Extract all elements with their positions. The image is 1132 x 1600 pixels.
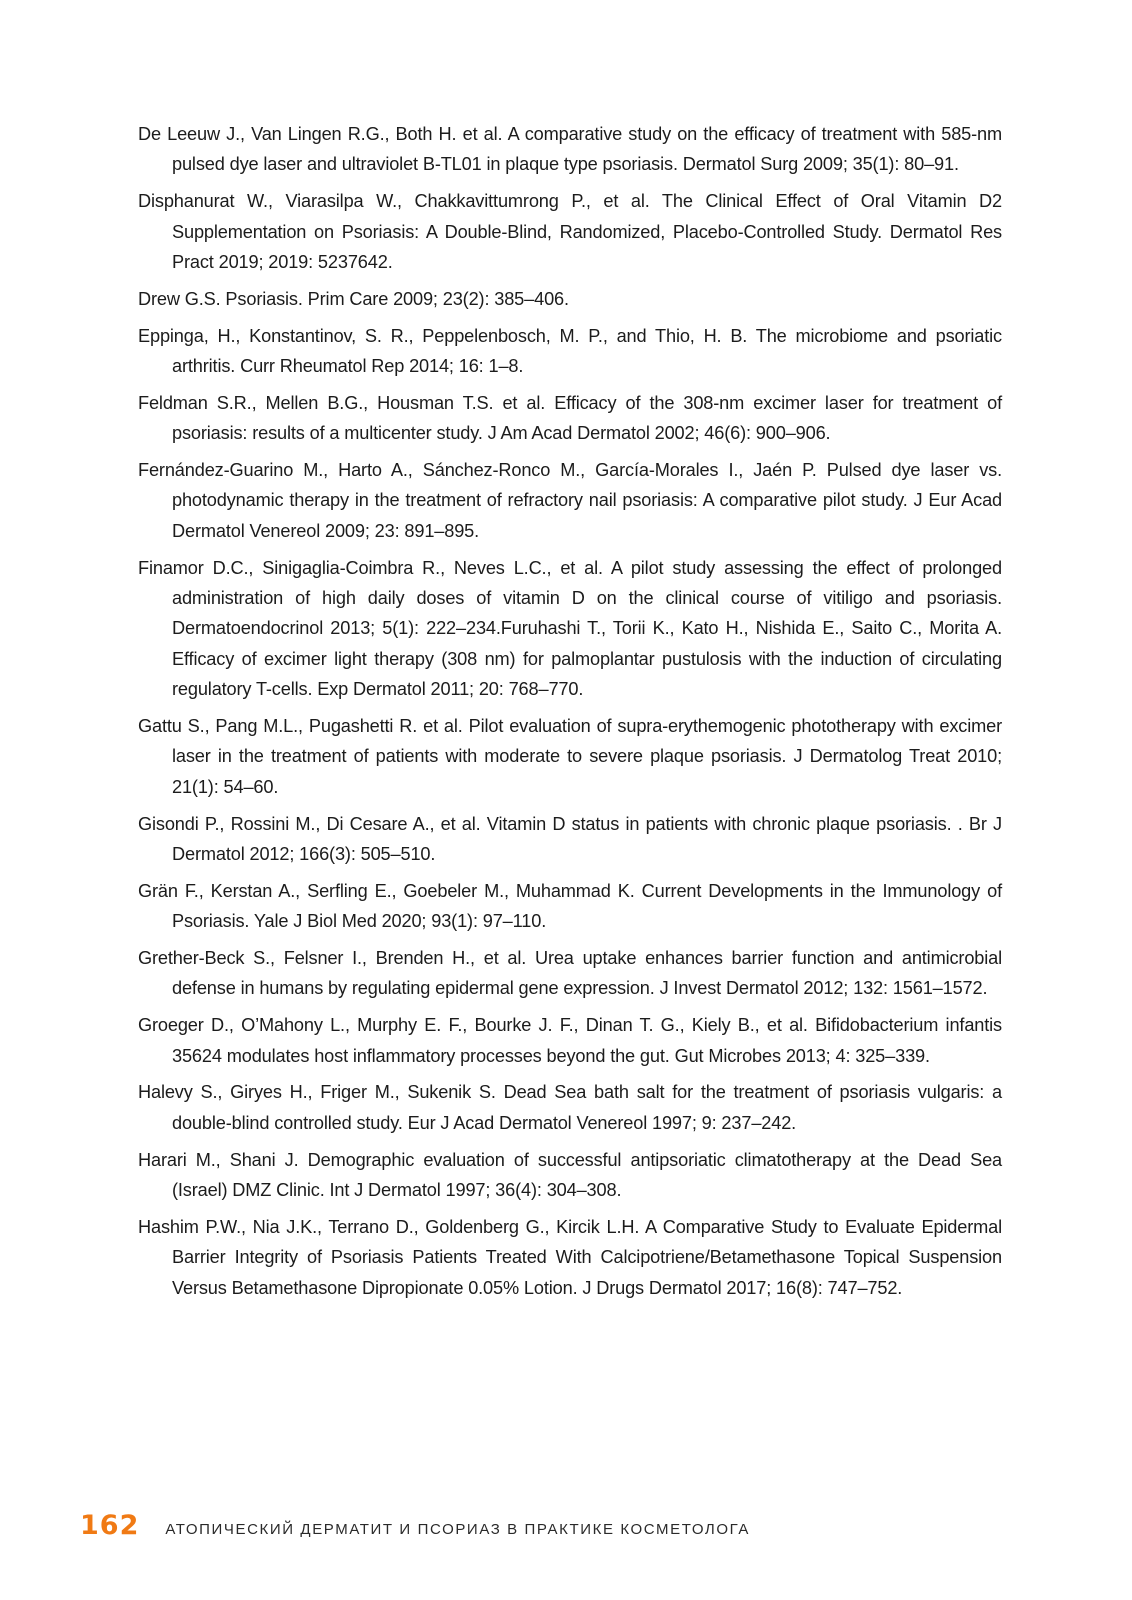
page-footer <box>80 1510 750 1541</box>
reference-item: Fernández-Guarino M., Harto A., Sánchez-Ronco M., García-Morales I., Jaén P. Pulsed dye laser vs. photodynamic therapy in the treatment of refractory nail psoriasis: A comparative pilot study. J Eur Acad Dermatol Venereol 2009; 23: 891–895. <box>138 460 1002 541</box>
reference-item: Groeger D., O’Mahony L., Murphy E. F., Bourke J. F., Dinan T. G., Kiely B., et al. Bifidobacterium infantis 35624 modulates host inflammatory processes beyond the gut. Gut Microbes 2013; 4: 325–339. <box>138 1015 1002 1066</box>
reference-item: Drew G.S. Psoriasis. Prim Care 2009; 23(2): 385–406. <box>138 288 569 309</box>
reference-list <box>138 119 1002 1309</box>
reference-item: Finamor D.C., Sinigaglia-Coimbra R., Neves L.C., et al. A pilot study assessing the effect of prolonged administration of high daily doses of vitamin D on the clinical course of vitiligo and psoriasis. Dermatoendocrinol 2013; 5(1): 222–234.Furuhashi T., Torii K., Kato H., Nishida E., Saito C., Morita A. Efficacy of excimer light therapy (308 nm) for palmoplantar pustulosis with the induction of circulating regulatory T-cells. Exp Dermatol 2011; 20: 768–770. <box>138 557 1002 700</box>
reference-item: De Leeuw J., Van Lingen R.G., Both H. et al. A comparative study on the efficacy of treatment with 585-nm pulsed dye laser and ultraviolet B-TL01 in plaque type psoriasis. Dermatol Surg 2009; 35(1): 80–91. <box>138 124 1002 175</box>
running-title: АТОПИЧЕСКИЙ ДЕРМАТИТ И ПСОРИАЗ В ПРАКТИКЕ КОСМЕТОЛОГА <box>165 1521 750 1538</box>
reference-item: Gattu S., Pang M.L., Pugashetti R. et al. Pilot evaluation of supra-erythemogenic phototherapy with excimer laser in the treatment of patients with moderate to severe plaque psoriasis. J Dermatolog Treat 2010; 21(1): 54–60. <box>138 716 1002 797</box>
reference-item: Grether-Beck S., Felsner I., Brenden H., et al. Urea uptake enhances barrier function and antimicrobial defense in humans by regulating epidermal gene expression. J Invest Dermatol 2012; 132: 1561–1572. <box>138 948 1002 999</box>
reference-item: Harari M., Shani J. Demographic evaluation of successful antipsoriatic climatotherapy at the Dead Sea (Israel) DMZ Clinic. Int J Dermatol 1997; 36(4): 304–308. <box>138 1149 1002 1201</box>
reference-item: Halevy S., Giryes H., Friger M., Sukenik S. Dead Sea bath salt for the treatment of psoriasis vulgaris: a double-blind controlled study. Eur J Acad Dermatol Venereol 1997; 9: 237–242. <box>138 1082 1002 1133</box>
reference-item: Feldman S.R., Mellen B.G., Housman T.S. et al. Efficacy of the 308-nm excimer laser for treatment of psoriasis: results of a multicenter study. J Am Acad Dermatol 2002; 46(6): 900–906. <box>138 392 1002 444</box>
reference-item: Grän F., Kerstan A., Serfling E., Goebeler M., Muhammad K. Current Developments in the Immunology of Psoriasis. Yale J Biol Med 2020; 93(1): 97–110. <box>138 880 1002 932</box>
reference-item: Gisondi P., Rossini M., Di Cesare A., et al. Vitamin D status in patients with chronic plaque psoriasis. . Br J Dermatol 2012; 166(3): 505–510. <box>138 813 1002 865</box>
reference-item: Hashim P.W., Nia J.K., Terrano D., Goldenberg G., Kircik L.H. A Comparative Study to Evaluate Epidermal Barrier Integrity of Psoriasis Patients Treated With Calcipotriene/Betamethasone Topical Suspension Versus Betamethasone Dipropionate 0.05% Lotion. J Drugs Dermatol 2017; 16(8): 747–752. <box>138 1216 1002 1298</box>
reference-item: Disphanurat W., Viarasilpa W., Chakkavittumrong P., et al. The Clinical Effect of Oral Vitamin D2 Supplementation on Psoriasis: A Double-Blind, Randomized, Placebo-Controlled Study. Dermatol Res Pract 2019; 2019: 5237642. <box>138 191 1002 273</box>
page-number: 162 <box>80 1510 140 1541</box>
reference-item: Eppinga, H., Konstantinov, S. R., Peppelenbosch, M. P., and Thio, H. B. The microbiome and psoriatic arthritis. Curr Rheumatol Rep 2014; 16: 1–8. <box>138 325 1002 377</box>
